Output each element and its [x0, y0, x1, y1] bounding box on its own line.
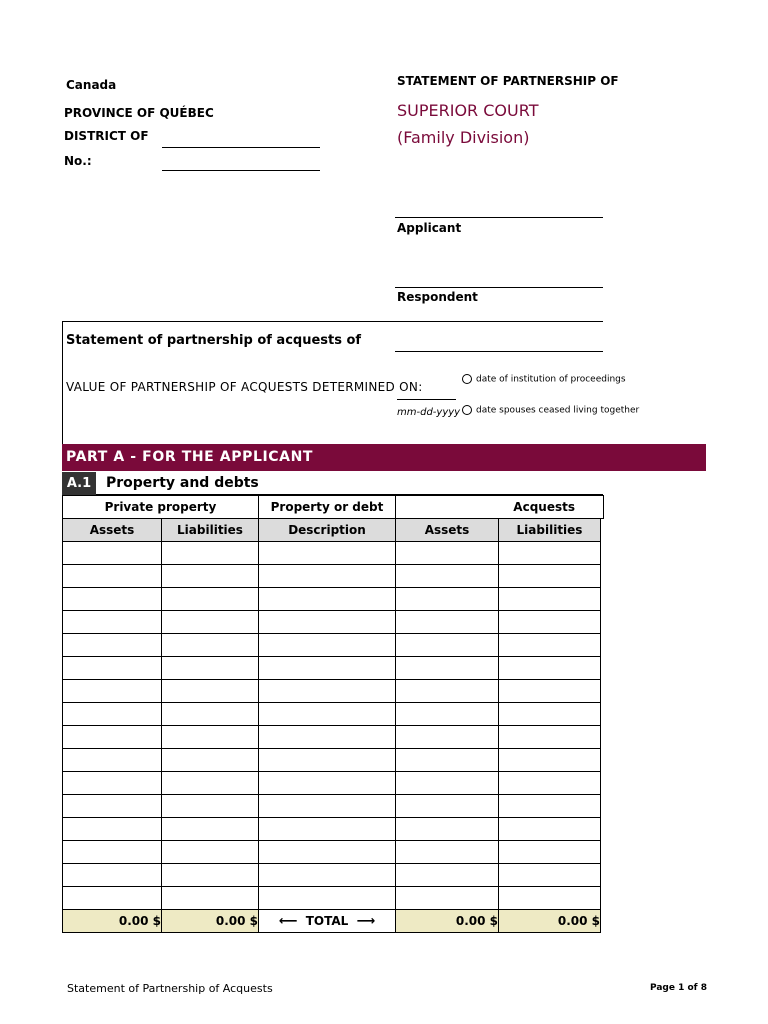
cell-private-liabilities[interactable]: [162, 749, 259, 772]
total-acquests-assets: 0.00 $: [396, 910, 499, 933]
col-acq-assets-header: Assets: [396, 519, 499, 542]
cell-description[interactable]: [259, 749, 396, 772]
cell-acquests-liabilities[interactable]: [499, 887, 601, 910]
footer-title: Statement of Partnership of Acquests: [67, 982, 273, 995]
statement-top-border: [62, 321, 603, 322]
cell-private-assets[interactable]: [63, 542, 162, 565]
applicant-field[interactable]: [395, 217, 603, 218]
table-row: [63, 588, 604, 611]
cell-acquests-assets[interactable]: [396, 680, 499, 703]
radio-institution-icon[interactable]: [462, 374, 472, 384]
radio-ceased-icon[interactable]: [462, 405, 472, 415]
cell-private-liabilities[interactable]: [162, 680, 259, 703]
cell-description[interactable]: [259, 588, 396, 611]
respondent-label: Respondent: [397, 290, 478, 304]
court-division: (Family Division): [397, 128, 530, 147]
cell-acquests-assets[interactable]: [396, 772, 499, 795]
statement-left-border: [62, 321, 63, 444]
cell-private-assets[interactable]: [63, 795, 162, 818]
cell-description[interactable]: [259, 542, 396, 565]
cell-description[interactable]: [259, 887, 396, 910]
cell-acquests-assets[interactable]: [396, 795, 499, 818]
table-row: [63, 680, 604, 703]
table-row: [63, 749, 604, 772]
cell-acquests-assets[interactable]: [396, 726, 499, 749]
table-row: [63, 565, 604, 588]
cell-acquests-assets[interactable]: [396, 703, 499, 726]
cell-private-liabilities[interactable]: [162, 795, 259, 818]
cell-acquests-liabilities[interactable]: [499, 703, 601, 726]
cell-private-assets[interactable]: [63, 726, 162, 749]
cell-private-assets[interactable]: [63, 634, 162, 657]
cell-private-assets[interactable]: [63, 772, 162, 795]
cell-private-liabilities[interactable]: [162, 634, 259, 657]
table-row: [63, 887, 604, 910]
date-field[interactable]: [397, 399, 456, 400]
cell-acquests-liabilities[interactable]: [499, 818, 601, 841]
table-row: [63, 795, 604, 818]
option-ceased-living[interactable]: date spouses ceased living together: [462, 405, 603, 416]
col-assets-header: Assets: [63, 519, 162, 542]
number-field[interactable]: [162, 170, 320, 171]
cell-acquests-liabilities[interactable]: [499, 749, 601, 772]
cell-acquests-liabilities[interactable]: [499, 680, 601, 703]
cell-private-assets[interactable]: [63, 864, 162, 887]
table-row: [63, 542, 604, 565]
table-row: [63, 703, 604, 726]
section-code: A.1: [62, 472, 96, 495]
cell-acquests-liabilities[interactable]: [499, 841, 601, 864]
total-acquests-liabilities: 0.00 $: [499, 910, 601, 933]
total-private-assets: 0.00 $: [63, 910, 162, 933]
cell-private-assets[interactable]: [63, 841, 162, 864]
cell-description[interactable]: [259, 565, 396, 588]
statement-name-field[interactable]: [395, 351, 603, 352]
cell-private-assets[interactable]: [63, 887, 162, 910]
cell-description[interactable]: [259, 703, 396, 726]
cell-acquests-liabilities[interactable]: [499, 864, 601, 887]
cell-acquests-assets[interactable]: [396, 749, 499, 772]
cell-private-assets[interactable]: [63, 657, 162, 680]
cell-description[interactable]: [259, 634, 396, 657]
total-private-liabilities: 0.00 $: [162, 910, 259, 933]
cell-acquests-liabilities[interactable]: [499, 772, 601, 795]
cell-private-liabilities[interactable]: [162, 841, 259, 864]
arrow-right-icon: ⟶: [356, 913, 376, 929]
cell-private-liabilities[interactable]: [162, 703, 259, 726]
respondent-field[interactable]: [395, 287, 603, 288]
cell-acquests-liabilities[interactable]: [499, 795, 601, 818]
option-institution[interactable]: date of institution of proceedings: [462, 374, 603, 386]
province-label: PROVINCE OF QUÉBEC: [64, 106, 214, 120]
cell-acquests-liabilities[interactable]: [499, 542, 601, 565]
cell-acquests-liabilities[interactable]: [499, 611, 601, 634]
cell-acquests-assets[interactable]: [396, 565, 499, 588]
total-label: ⟵ TOTAL ⟶: [259, 910, 396, 933]
table-row: [63, 818, 604, 841]
col-liabilities-header: Liabilities: [162, 519, 259, 542]
table-row: [63, 841, 604, 864]
group-acquests-header: Acquests: [396, 496, 604, 519]
cell-private-liabilities[interactable]: [162, 772, 259, 795]
applicant-label: Applicant: [397, 221, 462, 235]
cell-acquests-liabilities[interactable]: [499, 726, 601, 749]
cell-private-assets[interactable]: [63, 565, 162, 588]
page-number: Page 1 of 8: [650, 983, 707, 993]
court-name: SUPERIOR COURT: [397, 101, 539, 120]
table-row: [63, 657, 604, 680]
cell-private-liabilities[interactable]: [162, 818, 259, 841]
number-label: No.:: [64, 154, 92, 168]
district-label: DISTRICT OF: [64, 129, 149, 143]
cell-private-liabilities[interactable]: [162, 887, 259, 910]
part-a-header: PART A - FOR THE APPLICANT: [62, 444, 706, 471]
cell-acquests-assets[interactable]: [396, 588, 499, 611]
cell-private-liabilities[interactable]: [162, 611, 259, 634]
cell-acquests-assets[interactable]: [396, 887, 499, 910]
cell-private-assets[interactable]: [63, 749, 162, 772]
cell-acquests-liabilities[interactable]: [499, 565, 601, 588]
date-format-hint: mm-dd-yyyy: [397, 407, 461, 418]
cell-private-liabilities[interactable]: [162, 565, 259, 588]
cell-description[interactable]: [259, 772, 396, 795]
value-determined-label: VALUE OF PARTNERSHIP OF ACQUESTS DETERMINED ON:: [66, 380, 423, 394]
cell-private-assets[interactable]: [63, 703, 162, 726]
district-field[interactable]: [162, 147, 320, 148]
cell-acquests-assets[interactable]: [396, 818, 499, 841]
cell-description[interactable]: [259, 726, 396, 749]
table-row: [63, 634, 604, 657]
cell-description[interactable]: [259, 864, 396, 887]
cell-private-assets[interactable]: [63, 818, 162, 841]
cell-acquests-assets[interactable]: [396, 841, 499, 864]
arrow-left-icon: ⟵: [278, 913, 298, 929]
cell-description[interactable]: [259, 611, 396, 634]
section-title: Property and debts: [106, 475, 259, 491]
cell-private-liabilities[interactable]: [162, 864, 259, 887]
cell-acquests-liabilities[interactable]: [499, 657, 601, 680]
cell-private-assets[interactable]: [63, 680, 162, 703]
table-row: [63, 864, 604, 887]
cell-acquests-assets[interactable]: [396, 634, 499, 657]
cell-description[interactable]: [259, 818, 396, 841]
table-row: [63, 726, 604, 749]
cell-acquests-assets[interactable]: [396, 657, 499, 680]
country-label: Canada: [66, 78, 117, 92]
group-private-header: Private property: [63, 496, 259, 519]
table-row: [63, 772, 604, 795]
group-desc-header: Property or debt: [259, 496, 396, 519]
cell-private-liabilities[interactable]: [162, 542, 259, 565]
cell-private-liabilities[interactable]: [162, 657, 259, 680]
cell-description[interactable]: [259, 657, 396, 680]
cell-private-liabilities[interactable]: [162, 726, 259, 749]
cell-acquests-assets[interactable]: [396, 611, 499, 634]
col-description-header: Description: [259, 519, 396, 542]
cell-description[interactable]: [259, 795, 396, 818]
col-acq-liabilities-header: Liabilities: [499, 519, 601, 542]
statement-title: Statement of partnership of acquests of: [66, 333, 362, 348]
document-title: STATEMENT OF PARTNERSHIP OF: [397, 74, 619, 88]
cell-acquests-assets[interactable]: [396, 864, 499, 887]
cell-private-assets[interactable]: [63, 611, 162, 634]
cell-acquests-liabilities[interactable]: [499, 634, 601, 657]
cell-description[interactable]: [259, 841, 396, 864]
cell-acquests-assets[interactable]: [396, 542, 499, 565]
table-row: [63, 611, 604, 634]
cell-description[interactable]: [259, 680, 396, 703]
cell-private-assets[interactable]: [63, 588, 162, 611]
property-debts-table: [62, 495, 604, 933]
cell-private-liabilities[interactable]: [162, 588, 259, 611]
cell-acquests-liabilities[interactable]: [499, 588, 601, 611]
